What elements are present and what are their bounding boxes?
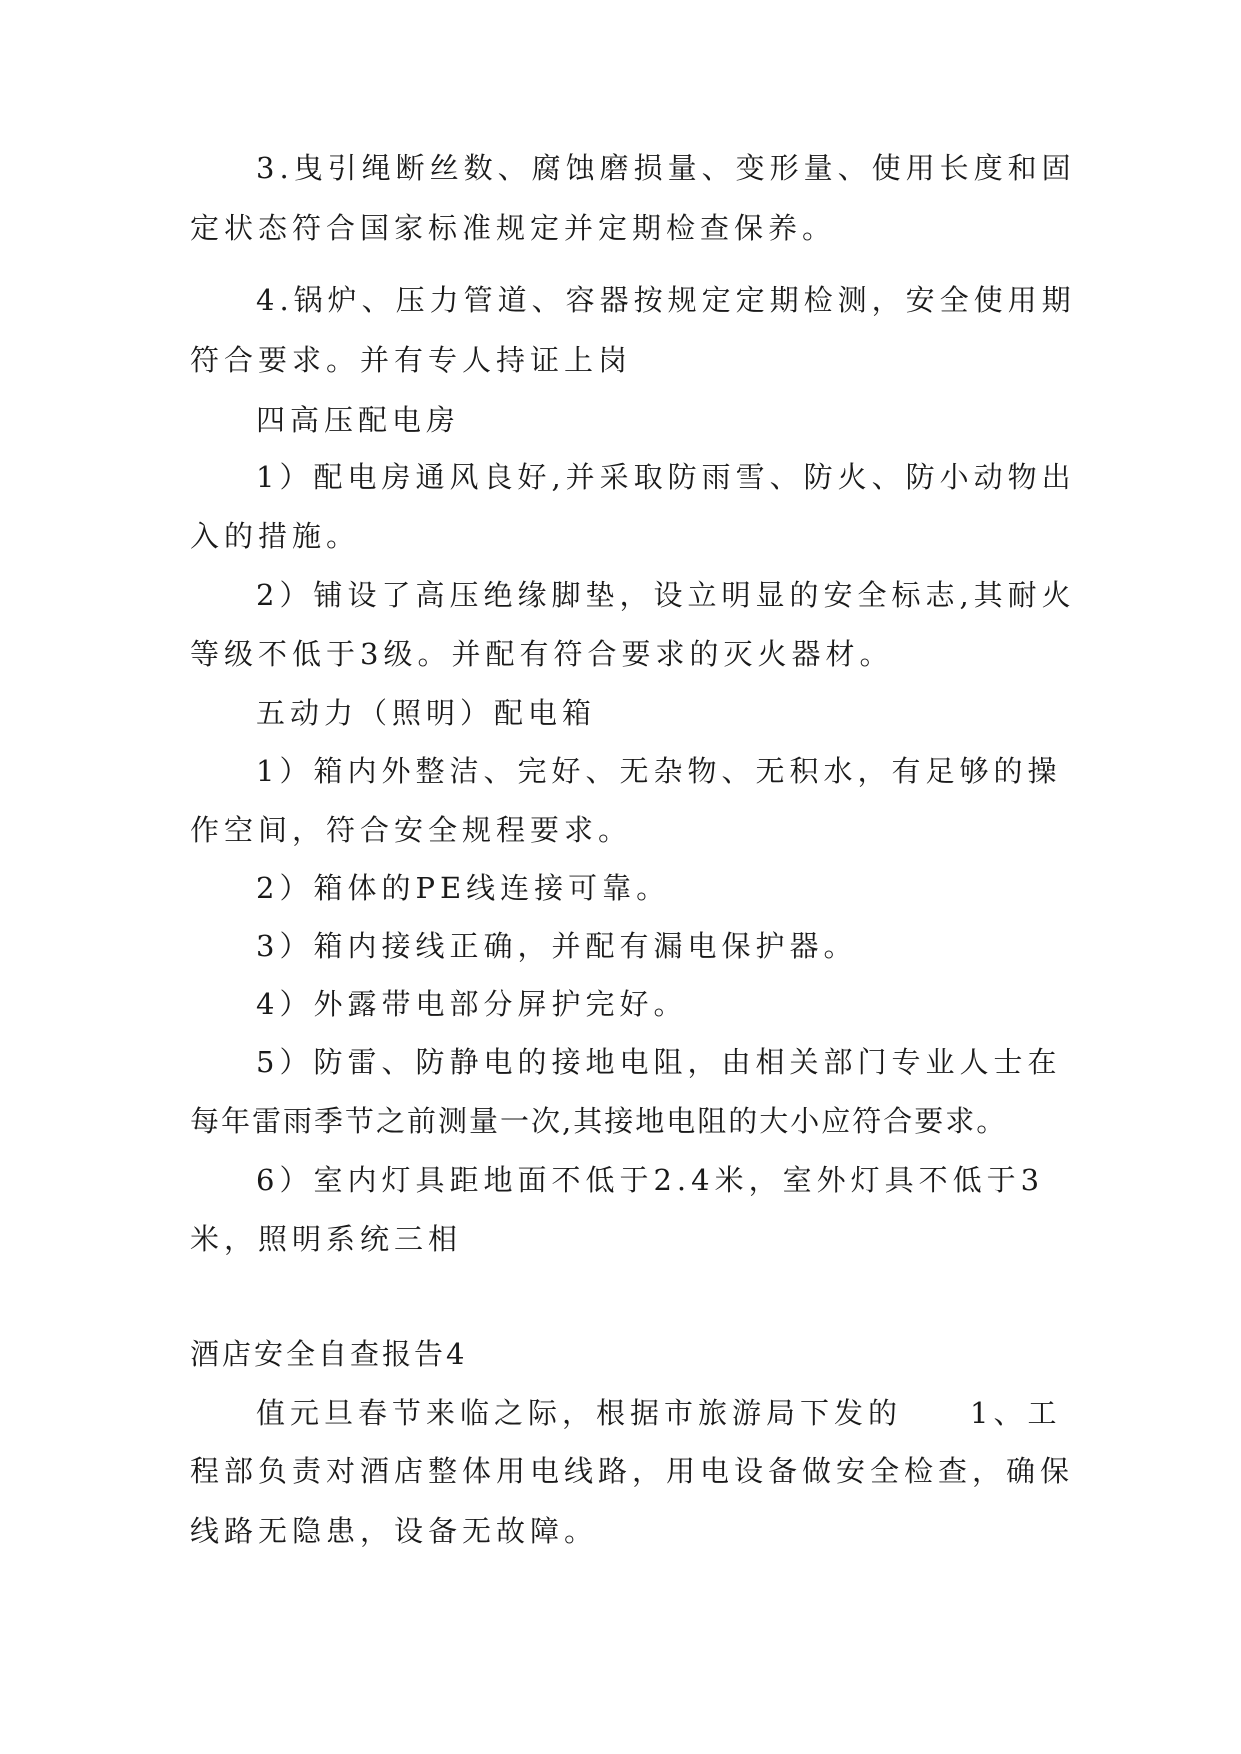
body-text-line: 3）箱内接线正确，并配有漏电保护器。 xyxy=(256,929,858,963)
section-heading: 四高压配电房 xyxy=(256,403,461,437)
body-text-line: 定状态符合国家标准规定并定期检查保养。 xyxy=(190,211,837,245)
body-text-line: 1）配电房通风良好,并采取防雨雪、防火、防小动物出 xyxy=(256,460,1076,494)
section-heading: 五动力（照明）配电箱 xyxy=(256,696,597,730)
body-text-line: 入的措施。 xyxy=(190,519,361,553)
body-text-line: 4）外露带电部分屏护完好。 xyxy=(256,987,688,1021)
body-text-line: 每年雷雨季节之前测量一次,其接地电阻的大小应符合要求。 xyxy=(190,1104,1008,1138)
body-text-line: 等级不低于3级。并配有符合要求的灭火器材。 xyxy=(190,637,894,671)
body-text-line: 程部负责对酒店整体用电线路，用电设备做安全检查，确保 xyxy=(190,1454,1075,1488)
body-text-line: 3.曳引绳断丝数、腐蚀磨损量、变形量、使用长度和固 xyxy=(256,151,1076,185)
body-text-line: 线路无隐患，设备无故障。 xyxy=(190,1514,599,1548)
body-text-line: 6）室内灯具距地面不低于2.4米，室外灯具不低于3 xyxy=(256,1163,1045,1197)
body-text-line: 4.锅炉、压力管道、容器按规定定期检测，安全使用期 xyxy=(256,283,1076,317)
report-title: 酒店安全自查报告4 xyxy=(190,1337,468,1371)
body-text-line: 2）铺设了高压绝缘脚垫，设立明显的安全标志,其耐火 xyxy=(256,578,1076,612)
body-text-line: 值元旦春节来临之际，根据市旅游局下发的 1、工 xyxy=(256,1396,1062,1430)
body-text-line: 作空间，符合安全规程要求。 xyxy=(190,813,633,847)
body-text-line: 5）防雷、防静电的接地电阻，由相关部门专业人士在 xyxy=(256,1045,1062,1079)
body-text-line: 1）箱内外整洁、完好、无杂物、无积水，有足够的操 xyxy=(256,754,1062,788)
body-text-line: 符合要求。并有专人持证上岗 xyxy=(190,343,633,377)
body-text-line: 2）箱体的PE线连接可靠。 xyxy=(256,871,671,905)
body-text-line: 米，照明系统三相 xyxy=(190,1222,463,1256)
